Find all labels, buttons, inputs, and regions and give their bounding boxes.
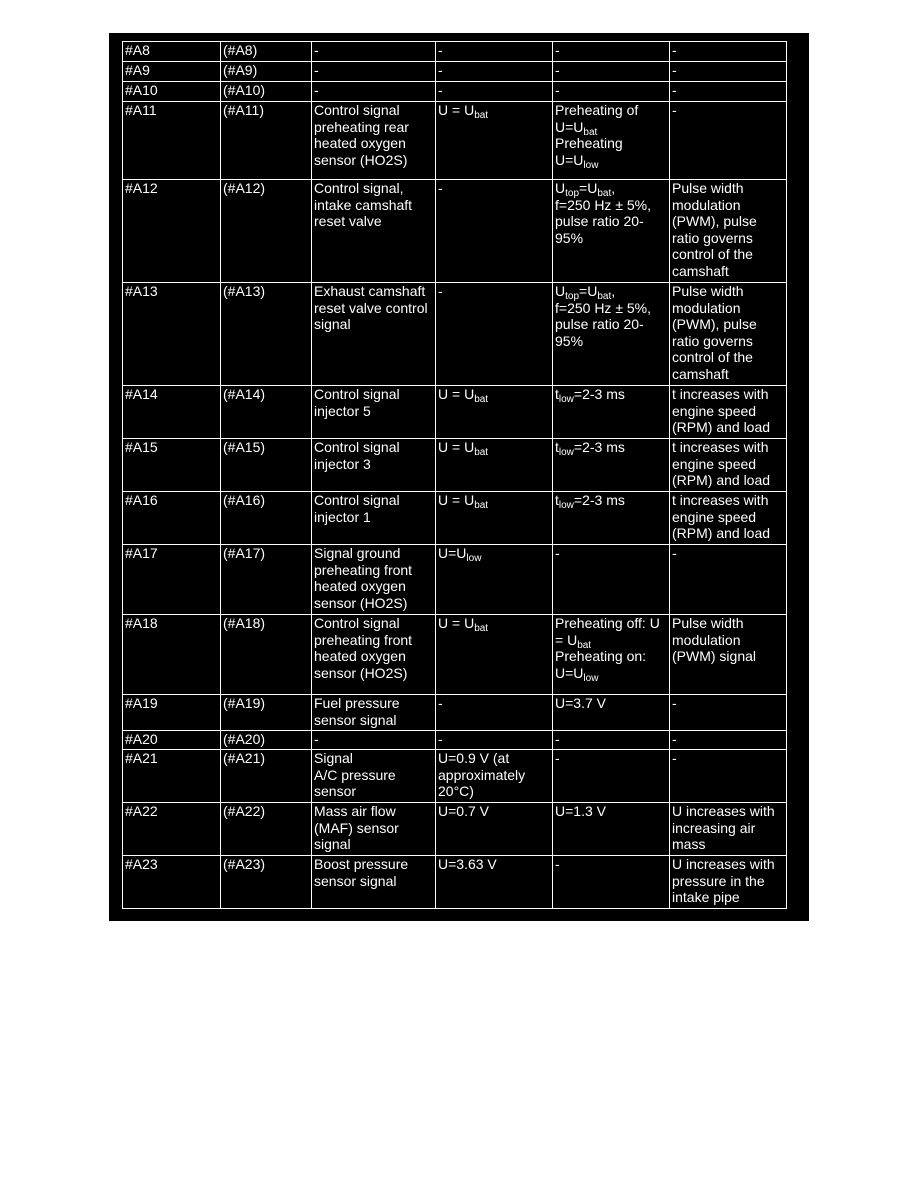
reference-cell: (#A20) [221,731,312,750]
remark-cell: U increases with pressure in the intake pipe [670,856,787,909]
pin-cell: #A20 [123,731,221,750]
dynamic-value-cell: $U_{top}=U_{bat}$, f=250 Hz ± 5%, pulse ratio 20-95% [553,180,670,283]
static-value-cell: - [436,731,553,750]
description-cell: Exhaust camshaft reset valve control signal [312,283,436,386]
reference-cell: (#A8) [221,42,312,62]
static-value-cell: - [436,695,553,731]
dynamic-value-cell: Preheating of $U=U_{bat}$ Preheating $U=U_{low}$ [553,102,670,180]
static-value-cell: $U=U_{low}$ [436,545,553,615]
table-row [123,386,787,439]
static-value-cell: $U = U_{bat}$ [436,386,553,439]
table-row [123,439,787,492]
pin-cell: #A8 [123,42,221,62]
static-value-cell: $U = U_{bat}$ [436,102,553,180]
table-row [123,62,787,82]
description-cell: Control signal preheating front heated oxygen sensor (HO2S) [312,615,436,695]
table-row [123,82,787,102]
description-cell: Signal ground preheating front heated oxygen sensor (HO2S) [312,545,436,615]
table-row [123,545,787,615]
dynamic-value-cell: - [553,856,670,909]
description-cell: Signal A/C pressure sensor [312,750,436,803]
pin-cell: #A18 [123,615,221,695]
static-value-cell: - [436,180,553,283]
dynamic-value-cell: - [553,62,670,82]
description-cell: Control signal injector 5 [312,386,436,439]
table-row [123,750,787,803]
remark-cell: - [670,545,787,615]
reference-cell: (#A18) [221,615,312,695]
reference-cell: (#A12) [221,180,312,283]
pin-cell: #A11 [123,102,221,180]
table-row [123,180,787,283]
remark-cell: t increases with engine speed (RPM) and load [670,492,787,545]
remark-cell: t increases with engine speed (RPM) and load [670,386,787,439]
reference-cell: (#A14) [221,386,312,439]
static-value-cell: - [436,82,553,102]
table-row [123,856,787,909]
reference-cell: (#A22) [221,803,312,856]
static-value-cell: - [436,283,553,386]
static-value-cell: U=0.7 V [436,803,553,856]
pin-assignment-table [122,41,787,909]
remark-cell: - [670,62,787,82]
reference-cell: (#A10) [221,82,312,102]
description-cell: Control signal injector 3 [312,439,436,492]
table-row [123,42,787,62]
pin-cell: #A23 [123,856,221,909]
dynamic-value-cell: - [553,750,670,803]
reference-cell: (#A17) [221,545,312,615]
dynamic-value-cell: $U_{top}=U_{bat}$, f=250 Hz ± 5%, pulse ratio 20-95% [553,283,670,386]
dynamic-value-cell: - [553,731,670,750]
static-value-cell: U=0.9 V (at approximately 20°C) [436,750,553,803]
description-cell: Fuel pressure sensor signal [312,695,436,731]
dynamic-value-cell: $t_{low}=2-3$ ms [553,439,670,492]
table-row [123,283,787,386]
pin-cell: #A21 [123,750,221,803]
dynamic-value-cell: - [553,82,670,102]
remark-cell: - [670,102,787,180]
reference-cell: (#A23) [221,856,312,909]
dynamic-value-cell: - [553,545,670,615]
pin-cell: #A15 [123,439,221,492]
remark-cell: Pulse width modulation (PWM), pulse ratio governs control of the camshaft [670,283,787,386]
pin-cell: #A14 [123,386,221,439]
reference-cell: (#A21) [221,750,312,803]
description-cell: Control signal injector 1 [312,492,436,545]
description-cell: Mass air flow (MAF) sensor signal [312,803,436,856]
pin-cell: #A19 [123,695,221,731]
static-value-cell: - [436,42,553,62]
reference-cell: (#A19) [221,695,312,731]
remark-cell: - [670,750,787,803]
reference-cell: (#A9) [221,62,312,82]
remark-cell: Pulse width modulation (PWM) signal [670,615,787,695]
pin-cell: #A17 [123,545,221,615]
reference-cell: (#A15) [221,439,312,492]
table-row [123,695,787,731]
remark-cell: Pulse width modulation (PWM), pulse ratio governs control of the camshaft [670,180,787,283]
reference-cell: (#A11) [221,102,312,180]
description-cell: - [312,42,436,62]
static-value-cell: - [436,62,553,82]
pin-cell: #A13 [123,283,221,386]
description-cell: - [312,62,436,82]
pin-cell: #A22 [123,803,221,856]
dynamic-value-cell: - [553,42,670,62]
table-row [123,731,787,750]
static-value-cell: U=3.63 V [436,856,553,909]
table-body [123,42,787,909]
static-value-cell: $U = U_{bat}$ [436,615,553,695]
reference-cell: (#A16) [221,492,312,545]
pin-cell: #A9 [123,62,221,82]
remark-cell: - [670,42,787,62]
table-row [123,803,787,856]
description-cell: Control signal preheating rear heated oxygen sensor (HO2S) [312,102,436,180]
table-row [123,615,787,695]
document-panel [109,33,809,921]
pin-cell: #A16 [123,492,221,545]
description-cell: Boost pressure sensor signal [312,856,436,909]
pin-cell: #A12 [123,180,221,283]
table-row [123,492,787,545]
table-row [123,102,787,180]
static-value-cell: $U = U_{bat}$ [436,492,553,545]
dynamic-value-cell: $t_{low}=2-3$ ms [553,386,670,439]
remark-cell: - [670,731,787,750]
static-value-cell: $U = U_{bat}$ [436,439,553,492]
dynamic-value-cell: U=3.7 V [553,695,670,731]
remark-cell: - [670,695,787,731]
pin-cell: #A10 [123,82,221,102]
remark-cell: t increases with engine speed (RPM) and load [670,439,787,492]
reference-cell: (#A13) [221,283,312,386]
dynamic-value-cell: U=1.3 V [553,803,670,856]
description-cell: - [312,731,436,750]
remark-cell: - [670,82,787,102]
remark-cell: U increases with increasing air mass [670,803,787,856]
description-cell: - [312,82,436,102]
dynamic-value-cell: Preheating off: $U = U_{bat}$ Preheating on: $U=U_{low}$ [553,615,670,695]
dynamic-value-cell: $t_{low}=2-3$ ms [553,492,670,545]
description-cell: Control signal, intake camshaft reset valve [312,180,436,283]
